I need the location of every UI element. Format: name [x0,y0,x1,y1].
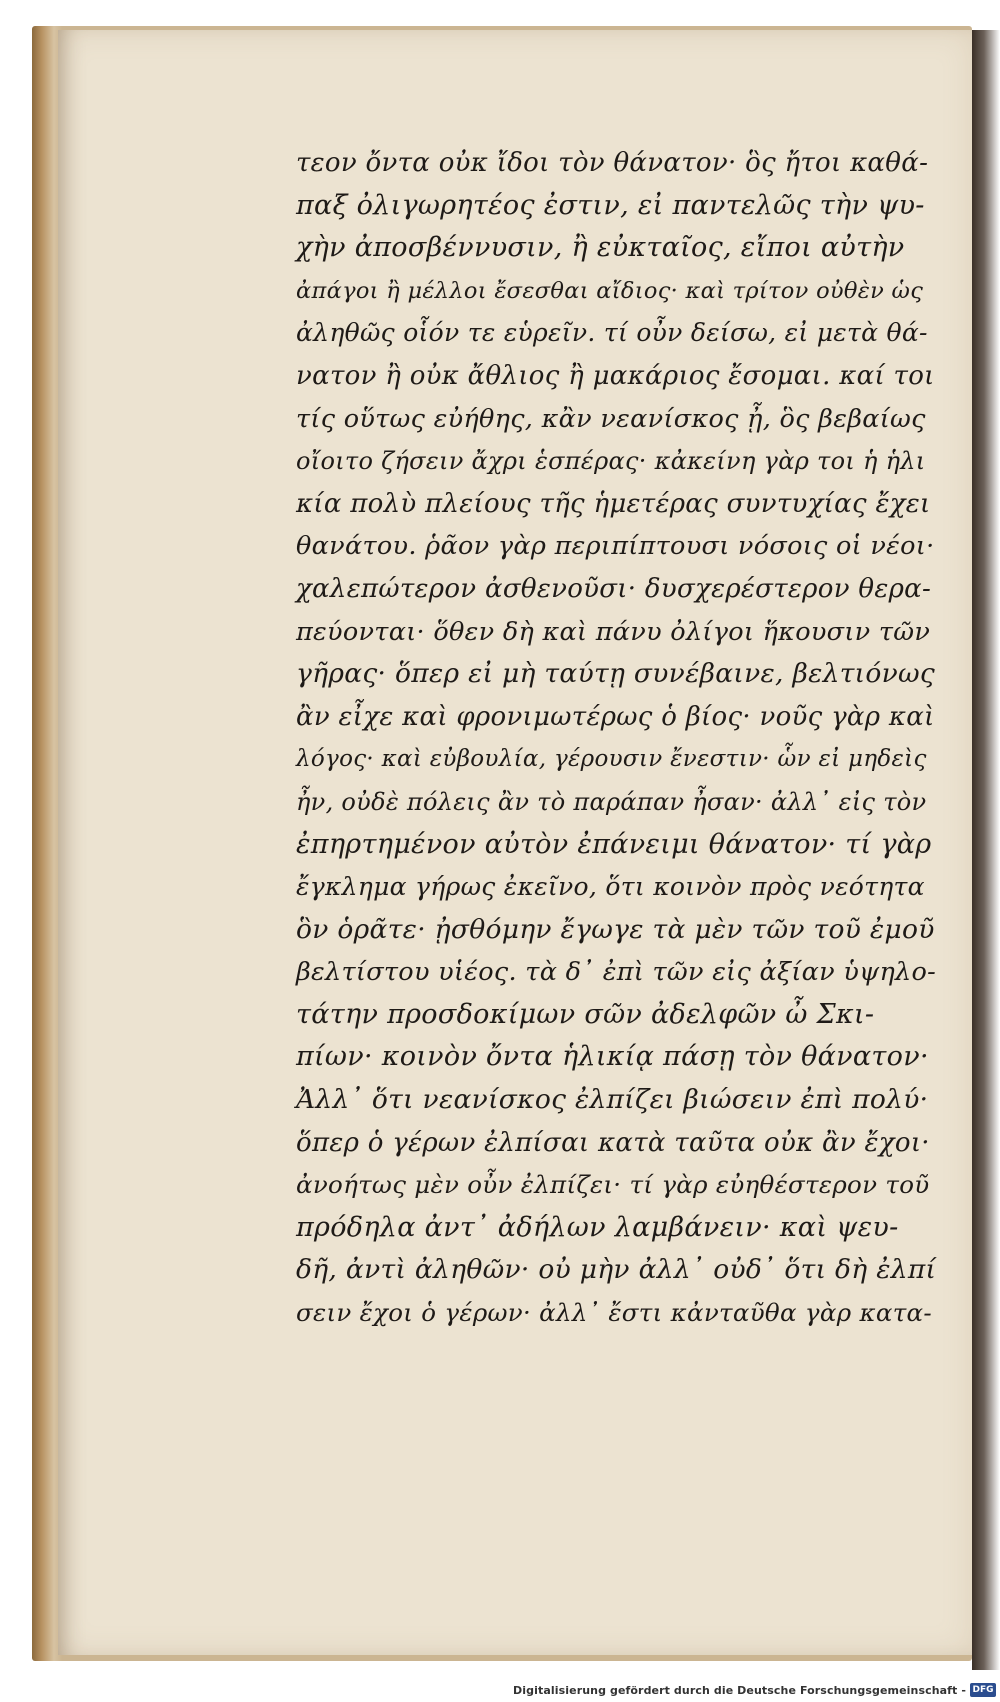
text-line: ἦν, οὐδὲ πόλεις ἂν τὸ παράπαν ἦσαν· ἀλλ᾽ εἰς τὸν [296,787,927,816]
text-line: δῆ, ἀντὶ ἀληθῶν· οὐ μὴν ἀλλ᾽ οὐδ᾽ ὅτι δὴ ἐλπί [296,1254,937,1286]
text-line: κία πολὺ πλείους τῆς ἡμετέρας συντυχίας ἔχει [296,488,931,519]
text-line: ἀνοήτως μὲν οὖν ἐλπίζει· τί γὰρ εὐηθέστερον τοῦ [296,1170,930,1200]
text-line: τάτην προσδοκίμων σῶν ἀδελφῶν ὦ Σκι- [296,998,875,1030]
text-line: ἐπηρτημένον αὐτὸν ἐπάνειμι θάνατον· τί γὰρ [296,828,932,860]
digitization-credit: Digitalisierung gefördert durch die Deutsche Forschungsgemeinschaft - [513,1684,966,1697]
text-line: χαλεπώτερον ἀσθενοῦσι· δυσχερέστερον θερα- [296,573,932,604]
text-line: πεύονται· ὅθεν δὴ καὶ πάνυ ὀλίγοι ἥκουσιν τῶν [296,616,931,647]
text-line: χὴν ἀποσβέννυσιν, ἢ εὐκταῖος, εἴποι αὐτὴν [296,232,905,264]
text-line: ὃν ὁρᾶτε· ᾐσθόμην ἔγωγε τὰ μὲν τῶν τοῦ ἐμοῦ [296,913,935,945]
text-line: ἔγκλημα γήρως ἐκεῖνο, ὅτι κοινὸν πρὸς νεότητα [296,872,925,902]
text-line: πρόδηλα ἀντ᾽ ἀδήλων λαμβάνειν· καὶ ψευ- [296,1211,899,1243]
text-line: νατον ἢ οὐκ ἄθλιος ἢ μακάριος ἔσομαι. καί τοι [296,360,935,391]
text-line: παξ ὀλιγωρητέος ἐστιν, εἰ παντελῶς τὴν ψυ- [296,189,925,221]
text-line: λόγος· καὶ εὐβουλία, γέρουσιν ἔνεστιν· ὧν εἰ μηδεὶς [296,746,927,773]
dfg-logo: DFG [970,1683,996,1697]
text-line: ὅπερ ὁ γέρων ἐλπίσαι κατὰ ταῦτα οὐκ ἂν ἔχοι· [296,1127,930,1158]
text-line: βελτίστου υἱέος. τὰ δ᾽ ἐπὶ τῶν εἰς ἀξίαν ὑψηλο- [296,957,937,988]
binding-shadow [972,30,1000,1670]
text-line: οἴοιτο ζήσειν ἄχρι ἑσπέρας· κἀκείνη γὰρ τοι ἡ ἡλι [296,447,926,476]
text-line: ἂν εἶχε καὶ φρονιμωτέρως ὁ βίος· νοῦς γὰρ καὶ [296,701,935,732]
text-line: τίς οὕτως εὐήθης, κἂν νεανίσκος ᾖ, ὃς βεβαίως [296,403,926,434]
text-line: θανάτου. ῥᾶον γὰρ περιπίπτουσι νόσοις οἱ νέοι· [296,531,935,562]
text-line: ἀπάγοι ἢ μέλλοι ἔσεσθαι αἴδιος· καὶ τρίτον οὐθὲν ὡς [296,277,924,304]
text-line: Ἀλλ᾽ ὅτι νεανίσκος ἐλπίζει βιώσειν ἐπὶ πολύ· [296,1084,929,1116]
text-line: σειν ἔχοι ὁ γέρων· ἀλλ᾽ ἔστι κἀνταῦθα γὰρ κατα- [296,1298,932,1328]
text-line: γῆρας· ὅπερ εἰ μὴ ταύτῃ συνέβαινε, βελτιόνως [296,658,936,690]
greek-text-block [296,142,936,1335]
text-line: ἀληθῶς οἷόν τε εὑρεῖν. τί οὖν δείσω, εἰ μετὰ θά- [296,318,928,348]
text-line: πίων· κοινὸν ὄντα ἡλικίᾳ πάσῃ τὸν θάνατον· [296,1041,929,1073]
text-line: τεον ὄντα οὐκ ἴδοι τὸν θάνατον· ὃς ἤτοι καθά- [296,148,929,178]
